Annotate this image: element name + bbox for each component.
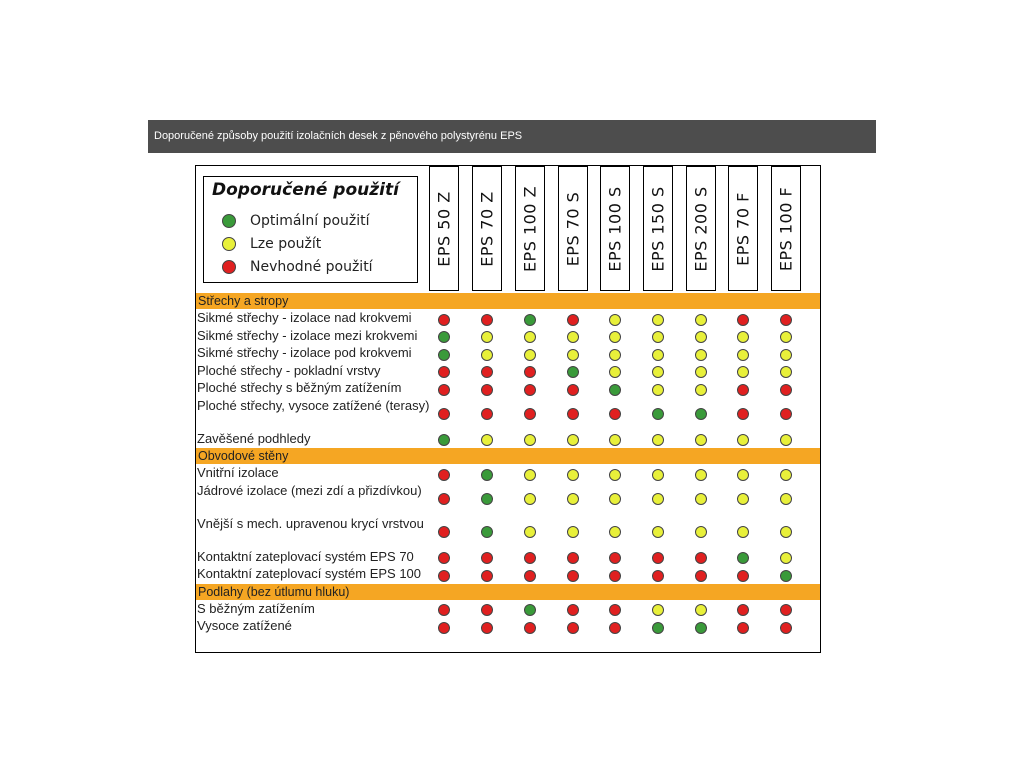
column-header-label: EPS 100 F [776, 186, 796, 271]
rating-dot [737, 469, 749, 481]
column-header-label: EPS 100 S [605, 185, 625, 272]
row-label: Sikmé střechy - izolace nad krokvemi [197, 310, 412, 325]
column-header [771, 166, 801, 291]
rating-dot [438, 570, 450, 582]
row-label: Ploché střechy - pokladní vrstvy [197, 362, 381, 378]
red-dot-icon [222, 260, 236, 274]
rating-dot [438, 349, 450, 361]
column-header-label: EPS 70 F [733, 191, 753, 266]
column-header-label: EPS 70 S [563, 191, 583, 266]
legend-label: Lze použít [250, 236, 322, 252]
rating-dot [780, 349, 792, 361]
row-label: Ploché střechy, vysoce zatížené (terasy) [197, 397, 430, 413]
rating-dot [780, 493, 792, 505]
rating-dot [609, 469, 621, 481]
rating-dot [524, 570, 536, 582]
rating-dot [780, 526, 792, 538]
rating-dot [481, 349, 493, 361]
green-dot-icon [222, 214, 236, 228]
row-label: Vnitřní izolace [197, 465, 279, 480]
column-header-label: EPS 200 S [691, 185, 711, 272]
rating-dot [524, 349, 536, 361]
rating-dot [567, 570, 579, 582]
column-header [472, 166, 502, 291]
legend-item-unsuitable [222, 257, 373, 277]
rating-dot [780, 314, 792, 326]
rating-dot [737, 349, 749, 361]
column-header-label: EPS 150 S [648, 185, 668, 272]
column-header [429, 166, 459, 291]
rating-dot [652, 526, 664, 538]
column-header-label: EPS 100 Z [520, 185, 540, 272]
rating-dot [609, 622, 621, 634]
column-header [728, 166, 758, 291]
rating-dot [481, 526, 493, 538]
row-label: Sikmé střechy - izolace pod krokvemi [197, 345, 412, 360]
rating-dot [737, 622, 749, 634]
rating-dot [652, 314, 664, 326]
row-label: Jádrové izolace (mezi zdí a přizdívkou) [197, 482, 422, 498]
rating-dot [780, 469, 792, 481]
rating-dot [524, 526, 536, 538]
row-label: Kontaktní zateplovací systém EPS 70 [197, 548, 414, 564]
rating-dot [438, 526, 450, 538]
rating-dot [481, 622, 493, 634]
rating-dot [652, 622, 664, 634]
rating-dot [737, 384, 749, 396]
legend-label: Optimální použití [250, 213, 370, 229]
rating-dot [567, 384, 579, 396]
rating-dot [438, 493, 450, 505]
rating-dot [737, 408, 749, 420]
rating-dot [695, 622, 707, 634]
rating-dot [652, 408, 664, 420]
rating-dot [652, 384, 664, 396]
rating-dot [438, 314, 450, 326]
rating-dot [695, 570, 707, 582]
row-label: Vnější s mech. upravenou krycí vrstvou [197, 515, 424, 531]
legend-item-possible [222, 234, 321, 254]
rating-dot [481, 570, 493, 582]
rating-dot [609, 384, 621, 396]
page-title: Doporučené způsoby použití izolačních desek z pěnového polystyrénu EPS [148, 120, 876, 153]
rating-dot [438, 469, 450, 481]
rating-dot [695, 493, 707, 505]
rating-dot [481, 314, 493, 326]
column-header [643, 166, 673, 291]
legend-title: Doporučené použití [212, 180, 399, 200]
row-label: S běžným zatížením [197, 600, 315, 616]
row-label: Vysoce zatížené [197, 618, 292, 633]
row-label: Sikmé střechy - izolace mezi krokvemi [197, 327, 418, 343]
rating-dot [567, 314, 579, 326]
rating-dot [652, 349, 664, 361]
rating-dot [567, 469, 579, 481]
section-header: Podlahy (bez útlumu hluku) [196, 584, 820, 600]
row-label: Zavěšené podhledy [197, 430, 311, 446]
rating-dot [695, 408, 707, 420]
rating-dot [737, 570, 749, 582]
rating-dot [609, 570, 621, 582]
rating-dot [695, 469, 707, 481]
rating-dot [438, 622, 450, 634]
legend-label: Nevhodné použití [250, 259, 373, 275]
rating-dot [567, 622, 579, 634]
column-header [558, 166, 588, 291]
rating-dot [737, 493, 749, 505]
rating-dot [652, 570, 664, 582]
yellow-dot-icon [222, 237, 236, 251]
rating-dot [524, 408, 536, 420]
rating-dot [438, 384, 450, 396]
rating-dot [609, 349, 621, 361]
rating-dot [609, 314, 621, 326]
rating-dot [524, 469, 536, 481]
rating-dot [609, 526, 621, 538]
rating-dot [524, 314, 536, 326]
row-label: Kontaktní zateplovací systém EPS 100 [197, 566, 422, 581]
rating-dot [481, 469, 493, 481]
column-header-label: EPS 50 Z [434, 190, 454, 267]
rating-dot [695, 384, 707, 396]
rating-dot [780, 408, 792, 420]
rating-dot [695, 526, 707, 538]
section-header: Střechy a stropy [196, 293, 820, 309]
rating-dot [481, 384, 493, 396]
row-label: Ploché střechy s běžným zatížením [197, 380, 402, 395]
rating-dot [524, 493, 536, 505]
rating-dot [695, 314, 707, 326]
column-header [686, 166, 716, 291]
rating-dot [695, 349, 707, 361]
rating-dot [780, 622, 792, 634]
column-header [600, 166, 630, 291]
rating-dot [567, 408, 579, 420]
rating-dot [780, 570, 792, 582]
legend [203, 176, 418, 283]
column-header-label: EPS 70 Z [477, 190, 497, 267]
rating-dot [652, 469, 664, 481]
rating-dot [737, 526, 749, 538]
rating-dot [524, 384, 536, 396]
rating-dot [524, 622, 536, 634]
column-header [515, 166, 545, 291]
rating-dot [481, 408, 493, 420]
rating-dot [567, 526, 579, 538]
rating-dot [737, 314, 749, 326]
rating-dot [567, 349, 579, 361]
rating-dot [438, 408, 450, 420]
rating-dot [567, 493, 579, 505]
section-header: Obvodové stěny [196, 448, 820, 464]
rating-dot [481, 493, 493, 505]
legend-item-optimal [222, 211, 370, 231]
rating-dot [609, 493, 621, 505]
rating-dot [652, 493, 664, 505]
rating-dot [780, 384, 792, 396]
rating-dot [609, 408, 621, 420]
